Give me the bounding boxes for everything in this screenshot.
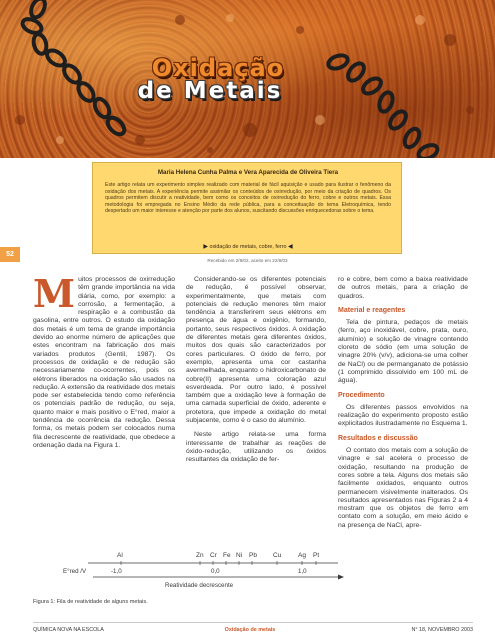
keywords-text: oxidação de metais, cobre, ferro [209,244,287,250]
metal-label: Ni [236,552,243,559]
title-line-1: Oxidação [151,54,285,82]
keywords [93,243,403,250]
tick-label: 0,0 [211,568,220,575]
paragraph: ro e cobre, bem como a baixa reatividade de outros metais, para a criação de quadros. [338,276,468,300]
figure-caption: Figura 1: Fila de reatividade de alguns metais. [33,599,148,605]
metal-label: Ag [298,552,306,559]
abstract-box [92,162,402,254]
arrow-right-icon: ▶ [203,244,208,250]
section-heading: Resultados e discussão [338,434,418,442]
title-line-2: de Metais [137,78,283,104]
paragraph: O contato dos metais com a solução de vinagre e sal acelera o processo de oxidação, resultando na produção de cores sobre a tela. Alguns dos metais são facilmente oxidados, enquanto outros permanecem visivelmente inalterados. Os resultados apresentados nas Figuras 2 a 4 mostram que os objetos de ferro em contato com a solução, em meio ácido e na presença de NaCl, apre- [338,447,468,529]
paragraph: Os diferentes passos envolvidos na realização do experimento proposto estão explicitados ilustradamente no Esquema 1. [338,403,468,428]
metal-label: Pt [313,552,320,559]
metal-label: Cr [210,552,217,559]
page-number: 52 [0,247,20,262]
column-1 [33,271,175,456]
footer-article-title: Oxidação de metais [224,627,276,633]
footer-journal: QUÍMICA NOVA NA ESCOLA [33,627,104,633]
received-date: Recebido em 2/8/02, aceito em 22/8/03 [207,258,288,263]
tick-label: -1,0 [111,568,122,575]
reactivity-figure [33,548,478,598]
section-heading: Material e reagentes [338,306,406,314]
arrow-label: Reatividade decrescente [165,582,234,589]
abstract-text: Este artigo relata um experimento simples realizado com material de fácil aquisição e usado para ilustrar o fenômeno da oxidação dos metais. A experiência permite assimilar os conteúdos de oxirredução, por meio da criação de quadros. Os quadros permitem discutir a reatividade, bem como os conceitos de oxirredução do ferro, cobre e outros metais. Essa metodologia foi empregada no Ensino Médio da rede pública, para a conceituação do tema Eletroquímica, tendo despertado um maior interesse e atenção por parte dos alunos, suscitando discussões enriquecedoras sobre o tema. [105,182,391,215]
footer-divider [33,622,473,623]
column-3 [338,276,468,536]
authors: Maria Helena Cunha Palma e Vera Aparecida de Oliveira Tiera [157,169,339,176]
tick-label: 1,0 [298,568,307,575]
hero-rust-image [0,0,495,158]
axis-label: E°red /V [63,568,87,575]
metal-label: Pb [249,552,257,559]
arrow-left-icon: ◀ [288,244,293,250]
paragraph-text: uitos processos de oxirredução têm grande importância na vida diária, como, por exemplo: a corrosão, a fermentação, a respiração e a combustão da gasolina, entre outros. O estudo da oxidação dos metais é um tema de grande importância devido ao enorme número de aplicações que estes encontram na fabricação dos mais variados produtos (Gentil, 1987). Os processos de oxidação e de redução são necessariamente co-ocorrentes, pois os elétrons liberados na oxidação são usados na redução. A extensão da reatividade dos metais pode ser estabelecida tendo como referência os potenciais padrão de redução, ou seja, quanto maior e mais positivo o E°red, maior a tendência de ocorrência da redução. Dessa forma, os metais podem ser colocados numa fila decrescente de reatividade, que obedece a ordenação dada na Figura 1. [33,276,175,449]
paragraph [33,271,175,450]
section-heading: Procedimento [338,391,385,399]
paragraph: Neste artigo relata-se uma forma interessante de trabalhar as reações de óxido-redução, utilizando os óxidos resultantes da oxidação de fer- [186,431,326,464]
paragraph: Tela de pintura, pedaços de metais (ferro, aço inoxidável, cobre, prata, ouro, alumínio) e solução de vinagre contendo cloreto de sódio (em uma solução de vinagre 20% (v/v), adicionа-se uma colher de NaCl) ou de permanganato de potássio (1 comprimido dissolvido em 100 mL de água). [338,319,468,385]
metal-label: Zn [196,552,204,559]
metal-label: Al [117,552,123,559]
paragraph: Considerando-se os diferentes potenciais de redução, é possível observar, experimentalmente, que metais com potenciais de redução menores têm maior tendência a transferirem seus elétrons em presença de água e oxigênio, formando, portanto, seus respectivos óxidos. A oxidação de diferentes metais gera diferentes óxidos, muitos dos quais são caracterizados por cores particulares. O óxido de ferro, por exemplo, apresenta uma cor castanha avermelhada, enquanto o hidroxicarbonato de cobre(II) apresenta uma coloração azul esverdeada. Por outro lado, é possível também que a oxidação leve à formação de uma camada superficial de óxido, aderente e protetora, que impede a oxidação do metal subjacente, como é o caso do alumínio. [186,276,326,425]
drop-cap: M [33,271,76,316]
footer-issue: N° 18, NOVEMBRO 2003 [411,627,473,633]
metal-label: Fe [223,552,231,559]
column-2 [186,276,326,471]
arrow-head-icon [338,575,344,580]
metal-label: Cu [273,552,282,559]
